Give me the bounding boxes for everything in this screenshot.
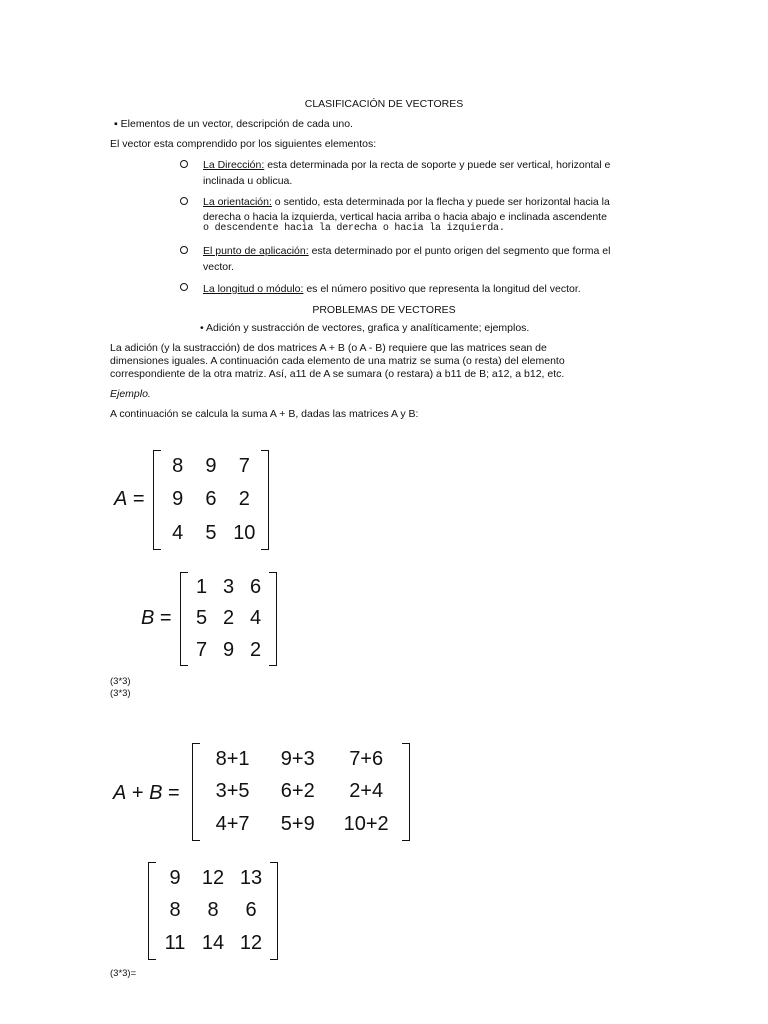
matrix-result bbox=[148, 862, 278, 960]
matrix-cell: 14 bbox=[201, 932, 225, 955]
matrix-cell: 2+4 bbox=[349, 780, 384, 803]
matrix-cell: 3 bbox=[222, 576, 235, 599]
matrix-cell: 7 bbox=[195, 638, 208, 661]
circle-bullet-icon bbox=[180, 246, 188, 254]
matrix-cell: 12 bbox=[239, 932, 263, 955]
matrix-cell: 9 bbox=[172, 488, 184, 511]
paragraph-line: La adición (y la sustracción) de dos matrices A + B (o A - B) requiere que las matrices sean de bbox=[110, 342, 547, 354]
matrix-cell: 10+2 bbox=[343, 813, 389, 836]
matrix-sum bbox=[192, 743, 410, 841]
matrix-cell: 6+2 bbox=[280, 780, 315, 803]
element-orientation: La orientación: o sentido, esta determinada por la flecha y puede ser horizontal hacia la bbox=[203, 196, 610, 208]
matrix-a-lhs: A = bbox=[114, 488, 145, 510]
matrix-cell: 5 bbox=[195, 607, 208, 630]
element-application-point: El punto de aplicación: esta determinado por el punto origen del segmento que forma el bbox=[203, 245, 611, 257]
matrix-cell: 2 bbox=[249, 638, 262, 661]
matrix-cell: 2 bbox=[238, 488, 250, 511]
element-orientation-cont2: o descendente hacia la derecha o hacia la izquierda. bbox=[203, 223, 505, 234]
element-direction: La Dirección: esta determinada por la recta de soporte y puede ser vertical, horizontal e bbox=[203, 159, 611, 171]
matrix-cell: 9+3 bbox=[280, 747, 315, 770]
element-direction-cont: inclinada u oblicua. bbox=[203, 175, 293, 187]
matrix-cell: 9 bbox=[205, 455, 217, 478]
circle-bullet-icon bbox=[180, 283, 188, 291]
matrix-b-lhs: B = bbox=[141, 607, 172, 629]
matrix-cell: 9 bbox=[222, 638, 235, 661]
matrix-cell: 8 bbox=[169, 899, 181, 922]
matrix-cell: 4 bbox=[172, 521, 184, 544]
dimension-label: (3*3) bbox=[110, 676, 131, 687]
matrix-cell: 12 bbox=[201, 866, 225, 889]
matrix-cell: 5+9 bbox=[280, 813, 315, 836]
matrix-cell: 9 bbox=[169, 866, 181, 889]
matrix-cell: 6 bbox=[245, 899, 257, 922]
matrix-cell: 5 bbox=[205, 521, 217, 544]
matrix-cell: 4 bbox=[249, 607, 262, 630]
element-application-point-cont: vector. bbox=[203, 261, 234, 273]
matrix-cell: 1 bbox=[195, 576, 208, 599]
matrix-cell: 10 bbox=[233, 521, 256, 544]
intro-text: El vector esta comprendido por los siguientes elementos: bbox=[110, 138, 377, 150]
matrix-cell: 8 bbox=[172, 455, 184, 478]
matrix-b bbox=[180, 572, 277, 666]
element-orientation-cont: derecha o hacia la izquierda, vertical hacia arriba o hacia abajo e inclinada ascendente bbox=[203, 211, 607, 223]
circle-bullet-icon bbox=[180, 197, 188, 205]
matrix-cell: 7 bbox=[238, 455, 250, 478]
matrix-cell: 2 bbox=[222, 607, 235, 630]
matrix-cell: 3+5 bbox=[215, 780, 250, 803]
page-title: CLASIFICACIÓN DE VECTORES bbox=[304, 98, 464, 110]
paragraph-line: dimensiones iguales. A continuación cada elemento de una matriz se suma (o resta) del elemento bbox=[110, 355, 565, 367]
sum-lhs: A + B = bbox=[113, 782, 180, 804]
matrix-cell: 6 bbox=[249, 576, 262, 599]
matrix-cell: 4+7 bbox=[215, 813, 250, 836]
section-bullet: ▪ Elementos de un vector, descripción de cada uno. bbox=[114, 118, 353, 130]
paragraph-line: correspondiente de la otra matriz. Así, a11 de A se sumara (o restara) a b11 de B; a12, a b12, etc. bbox=[110, 368, 565, 380]
matrix-cell: 8+1 bbox=[215, 747, 250, 770]
example-label: Ejemplo. bbox=[110, 388, 151, 400]
matrix-cell: 11 bbox=[164, 932, 186, 955]
dimension-label: (3*3)= bbox=[110, 968, 137, 979]
matrix-cell: 8 bbox=[207, 899, 219, 922]
element-magnitude: La longitud o módulo: es el número positivo que representa la longitud del vector. bbox=[203, 283, 581, 295]
matrix-cell: 13 bbox=[239, 866, 263, 889]
circle-bullet-icon bbox=[180, 160, 188, 168]
calc-intro: A continuación se calcula la suma A + B, dadas las matrices A y B: bbox=[110, 408, 419, 420]
section-subtitle: PROBLEMAS DE VECTORES bbox=[312, 304, 456, 316]
dimension-label: (3*3) bbox=[110, 688, 131, 699]
problem-bullet: • Adición y sustracción de vectores, grafica y analíticamente; ejemplos. bbox=[200, 322, 530, 334]
matrix-cell: 7+6 bbox=[349, 747, 384, 770]
matrix-a bbox=[153, 450, 269, 550]
matrix-cell: 6 bbox=[205, 488, 217, 511]
